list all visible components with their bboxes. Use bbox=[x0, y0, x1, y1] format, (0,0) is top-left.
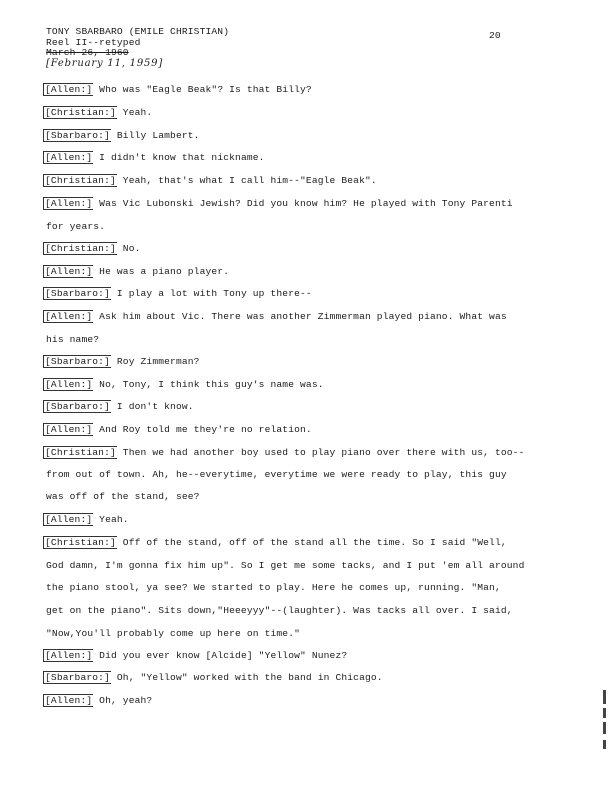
transcript-line bbox=[46, 491, 200, 502]
speaker-label: [Allen:] bbox=[45, 198, 93, 209]
speaker-label: [Sbarbaro:] bbox=[45, 288, 110, 299]
transcript-line bbox=[46, 84, 312, 95]
transcript-line bbox=[46, 221, 105, 232]
line-text: his name? bbox=[46, 334, 100, 345]
line-text: Yeah. bbox=[93, 514, 129, 525]
line-text: Who was "Eagle Beak"? Is that Billy? bbox=[93, 84, 312, 95]
transcript-line bbox=[46, 266, 229, 277]
speaker-label: [Allen:] bbox=[45, 424, 93, 435]
transcript-line bbox=[46, 401, 194, 412]
handwritten-date: [February 11, 1959] bbox=[46, 57, 164, 69]
scan-edge-mark bbox=[603, 740, 606, 749]
transcript-line bbox=[46, 334, 99, 345]
transcript-line bbox=[46, 311, 507, 322]
speaker-label: [Allen:] bbox=[45, 514, 93, 525]
line-text: I play a lot with Tony up there-- bbox=[110, 288, 312, 299]
line-text: Was Vic Lubonski Jewish? Did you know him? He played with Tony Parenti bbox=[93, 198, 513, 209]
line-text: Did you ever know [Alcide] "Yellow" Nunez? bbox=[93, 650, 348, 661]
speaker-label: [Allen:] bbox=[45, 650, 93, 661]
reel-label: Reel II--retyped bbox=[46, 36, 141, 48]
speaker-label: [Sbarbaro:] bbox=[45, 356, 110, 367]
speaker-label: [Allen:] bbox=[45, 84, 93, 95]
transcript-line bbox=[46, 175, 377, 186]
transcript-line bbox=[46, 650, 347, 661]
transcript-line bbox=[46, 695, 152, 706]
speaker-label: [Christian:] bbox=[45, 107, 116, 118]
speaker-label: [Sbarbaro:] bbox=[45, 401, 110, 412]
speaker-label: [Christian:] bbox=[45, 537, 116, 548]
transcript-line bbox=[46, 424, 312, 435]
line-text: Yeah. bbox=[116, 107, 153, 118]
line-text: "Now,You'll probably come up here on time." bbox=[46, 628, 301, 639]
speaker-label: [Sbarbaro:] bbox=[45, 672, 110, 683]
line-text: for years. bbox=[46, 221, 106, 232]
line-text: Then we had another boy used to play piano over there with us, too-- bbox=[116, 447, 525, 458]
speaker-label: [Allen:] bbox=[45, 311, 93, 322]
line-text: get on the piano". Sits down,"Heeeyyy"--(laughter). Was tacks all over. I said, bbox=[46, 605, 513, 616]
transcript-line bbox=[46, 582, 501, 593]
line-text: Yeah, that's what I call him--"Eagle Beak". bbox=[116, 175, 377, 186]
transcript-line bbox=[46, 537, 507, 548]
transcript-line bbox=[46, 288, 312, 299]
line-text: Oh, "Yellow" worked with the band in Chicago. bbox=[110, 672, 383, 683]
transcript-line bbox=[46, 130, 200, 141]
transcript-line bbox=[46, 379, 324, 390]
speaker-label: [Allen:] bbox=[45, 379, 93, 390]
speaker-label: [Christian:] bbox=[45, 243, 116, 254]
speaker-label: [Sbarbaro:] bbox=[45, 130, 110, 141]
transcript-line bbox=[46, 628, 300, 639]
line-text: Billy Lambert. bbox=[110, 130, 200, 141]
speaker-label: [Allen:] bbox=[45, 152, 93, 163]
struck-date: March 26, 1960 bbox=[46, 47, 129, 58]
line-text: And Roy told me they're no relation. bbox=[93, 424, 312, 435]
scan-edge-mark bbox=[603, 690, 606, 704]
transcript-line bbox=[46, 514, 129, 525]
transcript-line bbox=[46, 469, 507, 480]
line-text: I didn't know that nickname. bbox=[93, 152, 265, 163]
line-text: Oh, yeah? bbox=[93, 695, 153, 706]
transcript-line bbox=[46, 107, 152, 118]
transcript-line bbox=[46, 152, 265, 163]
page-number: 20 bbox=[489, 30, 501, 41]
transcript-line bbox=[46, 243, 141, 254]
line-text: Off of the stand, off of the stand all the time. So I said "Well, bbox=[116, 537, 507, 548]
speaker-label: [Allen:] bbox=[45, 266, 93, 277]
line-text: No, Tony, I think this guy's name was. bbox=[93, 379, 324, 390]
line-text: No. bbox=[116, 243, 141, 254]
line-text: He was a piano player. bbox=[93, 266, 230, 277]
transcript-line bbox=[46, 605, 513, 616]
line-text: from out of town. Ah, he--everytime, everytime we were ready to play, this guy bbox=[46, 469, 507, 480]
speaker-label: [Christian:] bbox=[45, 447, 116, 458]
line-text: God damn, I'm gonna fix him up". So I get me some tacks, and I put 'em all around bbox=[46, 560, 525, 571]
transcript-line bbox=[46, 560, 524, 571]
scan-edge-mark bbox=[603, 722, 606, 734]
transcript-line bbox=[46, 672, 383, 683]
interview-title: TONY SBARBARO (EMILE CHRISTIAN) bbox=[46, 26, 230, 37]
scan-edge-mark bbox=[603, 708, 606, 718]
line-text: I don't know. bbox=[110, 401, 194, 412]
line-text: Roy Zimmerman? bbox=[110, 356, 200, 367]
line-text: Ask him about Vic. There was another Zimmerman played piano. What was bbox=[93, 311, 507, 322]
line-text: was off of the stand, see? bbox=[46, 491, 200, 502]
transcript-line bbox=[46, 356, 200, 367]
transcript-line bbox=[46, 447, 525, 458]
speaker-label: [Christian:] bbox=[45, 175, 116, 186]
transcript-line bbox=[46, 198, 513, 209]
line-text: the piano stool, ya see? We started to play. Here he comes up, running. "Man, bbox=[46, 582, 501, 593]
speaker-label: [Allen:] bbox=[45, 695, 93, 706]
document-header bbox=[46, 27, 229, 69]
